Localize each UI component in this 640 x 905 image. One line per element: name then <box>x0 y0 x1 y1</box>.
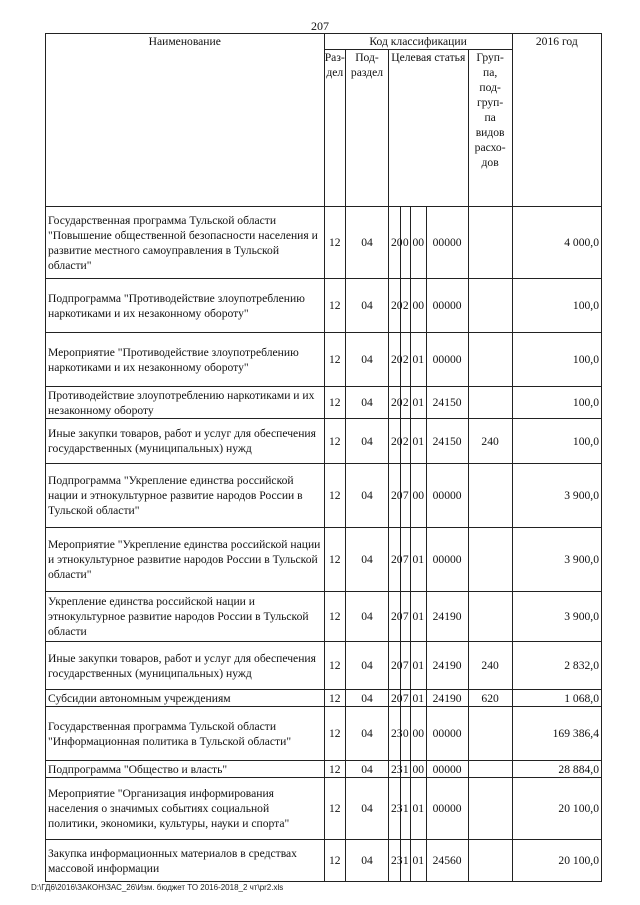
cell-podrazdel: 04 <box>346 464 389 528</box>
table-row <box>46 387 602 419</box>
budget-table <box>45 33 602 882</box>
header-razdel: Раз- дел <box>324 50 346 207</box>
cell-name: Государственная программа Тульской области "Информационная политика в Тульской области" <box>46 707 325 761</box>
table-row <box>46 642 602 690</box>
cell-cs4: 24560 <box>426 840 468 882</box>
cell-razdel: 12 <box>324 642 346 690</box>
table-row <box>46 419 602 464</box>
cell-cs2: 2 <box>400 419 410 464</box>
cell-cs1: 20 <box>389 464 401 528</box>
header-podrazdel: Под- раздел <box>346 50 389 207</box>
cell-cs3: 01 <box>410 528 426 592</box>
cell-podrazdel: 04 <box>346 528 389 592</box>
cell-name: Закупка информационных материалов в средствах массовой информации <box>46 840 325 882</box>
table-row <box>46 707 602 761</box>
cell-cs2: 2 <box>400 279 410 333</box>
cell-podrazdel: 04 <box>346 840 389 882</box>
cell-vid <box>468 592 512 642</box>
cell-cs1: 20 <box>389 592 401 642</box>
header-target: Целевая статья <box>389 50 469 207</box>
cell-cs3: 01 <box>410 592 426 642</box>
cell-vid <box>468 464 512 528</box>
cell-cs4: 24190 <box>426 690 468 707</box>
cell-cs3: 01 <box>410 387 426 419</box>
cell-cs2: 1 <box>400 761 410 778</box>
cell-podrazdel: 04 <box>346 387 389 419</box>
cell-razdel: 12 <box>324 464 346 528</box>
cell-cs1: 23 <box>389 761 401 778</box>
cell-vid <box>468 778 512 840</box>
cell-razdel: 12 <box>324 592 346 642</box>
cell-name: Государственная программа Тульской области "Повышение общественной безопасности населения и развитие местного самоуправления в Тульской области" <box>46 207 325 279</box>
table-row <box>46 279 602 333</box>
cell-razdel: 12 <box>324 333 346 387</box>
cell-razdel: 12 <box>324 279 346 333</box>
cell-amount: 3 900,0 <box>512 592 601 642</box>
cell-cs1: 20 <box>389 642 401 690</box>
cell-cs2: 7 <box>400 592 410 642</box>
cell-cs3: 00 <box>410 464 426 528</box>
cell-podrazdel: 04 <box>346 333 389 387</box>
cell-vid <box>468 761 512 778</box>
cell-cs1: 23 <box>389 840 401 882</box>
table-row <box>46 840 602 882</box>
cell-name: Субсидии автономным учреждениям <box>46 690 325 707</box>
cell-razdel: 12 <box>324 761 346 778</box>
header-name: Наименование <box>46 34 325 207</box>
header-year: 2016 год <box>512 34 601 207</box>
cell-amount: 100,0 <box>512 333 601 387</box>
cell-podrazdel: 04 <box>346 592 389 642</box>
cell-podrazdel: 04 <box>346 761 389 778</box>
cell-razdel: 12 <box>324 707 346 761</box>
cell-cs2: 7 <box>400 690 410 707</box>
cell-podrazdel: 04 <box>346 778 389 840</box>
cell-cs2: 1 <box>400 840 410 882</box>
cell-podrazdel: 04 <box>346 419 389 464</box>
cell-cs3: 01 <box>410 778 426 840</box>
cell-vid: 240 <box>468 642 512 690</box>
cell-cs4: 00000 <box>426 761 468 778</box>
table-row <box>46 528 602 592</box>
cell-cs3: 00 <box>410 207 426 279</box>
cell-razdel: 12 <box>324 690 346 707</box>
cell-cs3: 00 <box>410 761 426 778</box>
cell-cs4: 00000 <box>426 464 468 528</box>
cell-amount: 169 386,4 <box>512 707 601 761</box>
cell-name: Мероприятие "Укрепление единства российской нации и этнокультурное развитие народов России в Тульской области" <box>46 528 325 592</box>
cell-cs2: 7 <box>400 642 410 690</box>
cell-cs4: 00000 <box>426 333 468 387</box>
cell-cs4: 00000 <box>426 207 468 279</box>
cell-cs3: 00 <box>410 279 426 333</box>
header-group: Груп- па, под- груп- па видов расхо- дов <box>468 50 512 207</box>
cell-cs4: 24190 <box>426 592 468 642</box>
table-row <box>46 207 602 279</box>
cell-name: Подпрограмма "Укрепление единства российской нации и этнокультурное развитие народов России в Тульской области" <box>46 464 325 528</box>
cell-name: Иные закупки товаров, работ и услуг для обеспечения государственных (муниципальных) нужд <box>46 642 325 690</box>
cell-razdel: 12 <box>324 419 346 464</box>
cell-name: Мероприятие "Противодействие злоупотреблению наркотиками и их незаконному обороту" <box>46 333 325 387</box>
cell-amount: 100,0 <box>512 419 601 464</box>
cell-cs1: 20 <box>389 207 401 279</box>
cell-cs2: 0 <box>400 707 410 761</box>
cell-amount: 100,0 <box>512 279 601 333</box>
cell-podrazdel: 04 <box>346 690 389 707</box>
cell-cs4: 24190 <box>426 642 468 690</box>
cell-cs3: 01 <box>410 690 426 707</box>
cell-cs4: 00000 <box>426 528 468 592</box>
cell-cs2: 2 <box>400 387 410 419</box>
cell-razdel: 12 <box>324 387 346 419</box>
cell-cs3: 01 <box>410 642 426 690</box>
header-row <box>46 34 602 50</box>
table-body <box>46 34 602 882</box>
cell-cs2: 7 <box>400 464 410 528</box>
table-row <box>46 761 602 778</box>
cell-cs4: 00000 <box>426 279 468 333</box>
cell-cs3: 01 <box>410 333 426 387</box>
file-path-footer: D:\ГД6\2016\ЗАКОН\ЗАС_26\Изм. бюджет ТО 2016-2018_2 чт\pr2.xls <box>31 883 284 892</box>
table-row <box>46 464 602 528</box>
cell-vid <box>468 207 512 279</box>
cell-podrazdel: 04 <box>346 279 389 333</box>
table-row <box>46 690 602 707</box>
cell-cs4: 24150 <box>426 419 468 464</box>
cell-podrazdel: 04 <box>346 642 389 690</box>
cell-vid: 240 <box>468 419 512 464</box>
cell-name: Противодействие злоупотреблению наркотиками и их незаконному обороту <box>46 387 325 419</box>
cell-amount: 20 100,0 <box>512 778 601 840</box>
table-row <box>46 592 602 642</box>
cell-cs3: 01 <box>410 419 426 464</box>
header-classification: Код классификации <box>324 34 512 50</box>
cell-cs4: 00000 <box>426 707 468 761</box>
cell-cs2: 7 <box>400 528 410 592</box>
cell-name: Укрепление единства российской нации и этнокультурное развитие народов России в Тульской области <box>46 592 325 642</box>
cell-cs3: 00 <box>410 707 426 761</box>
cell-podrazdel: 04 <box>346 707 389 761</box>
cell-cs1: 20 <box>389 333 401 387</box>
cell-name: Подпрограмма "Общество и власть" <box>46 761 325 778</box>
cell-vid: 620 <box>468 690 512 707</box>
cell-name: Подпрограмма "Противодействие злоупотреблению наркотиками и их незаконному обороту" <box>46 279 325 333</box>
cell-vid <box>468 528 512 592</box>
cell-vid <box>468 840 512 882</box>
page-number: 207 <box>311 19 329 33</box>
cell-podrazdel: 04 <box>346 207 389 279</box>
cell-name: Иные закупки товаров, работ и услуг для обеспечения государственных (муниципальных) нужд <box>46 419 325 464</box>
cell-amount: 1 068,0 <box>512 690 601 707</box>
table-row <box>46 778 602 840</box>
cell-vid <box>468 333 512 387</box>
cell-vid <box>468 387 512 419</box>
cell-amount: 2 832,0 <box>512 642 601 690</box>
cell-cs4: 24150 <box>426 387 468 419</box>
cell-cs1: 23 <box>389 707 401 761</box>
cell-cs1: 20 <box>389 387 401 419</box>
cell-razdel: 12 <box>324 528 346 592</box>
cell-amount: 3 900,0 <box>512 464 601 528</box>
cell-cs1: 20 <box>389 528 401 592</box>
cell-razdel: 12 <box>324 207 346 279</box>
cell-cs1: 20 <box>389 419 401 464</box>
cell-vid <box>468 279 512 333</box>
cell-cs1: 20 <box>389 690 401 707</box>
cell-cs1: 23 <box>389 778 401 840</box>
cell-amount: 100,0 <box>512 387 601 419</box>
cell-cs2: 2 <box>400 333 410 387</box>
cell-cs3: 01 <box>410 840 426 882</box>
cell-razdel: 12 <box>324 778 346 840</box>
cell-cs2: 1 <box>400 778 410 840</box>
cell-razdel: 12 <box>324 840 346 882</box>
cell-amount: 3 900,0 <box>512 528 601 592</box>
table-row <box>46 333 602 387</box>
cell-amount: 4 000,0 <box>512 207 601 279</box>
cell-name: Мероприятие "Организация информирования населения о значимых событиях социальной политики, экономики, культуры, науки и спорта" <box>46 778 325 840</box>
cell-amount: 28 884,0 <box>512 761 601 778</box>
cell-amount: 20 100,0 <box>512 840 601 882</box>
cell-cs4: 00000 <box>426 778 468 840</box>
cell-vid <box>468 707 512 761</box>
cell-cs2: 0 <box>400 207 410 279</box>
cell-cs1: 20 <box>389 279 401 333</box>
